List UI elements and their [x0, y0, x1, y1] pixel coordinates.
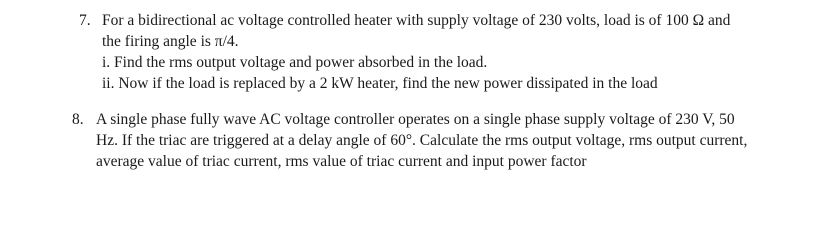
question-7-number: 7. [79, 12, 91, 29]
question-8-line-1 [0, 109, 827, 130]
question-7-line-1 [0, 10, 827, 31]
question-7-line-4 [0, 73, 827, 94]
question-7 [0, 10, 827, 94]
question-8-text-line: average value of triac current, rms value of triac current and input power factor [96, 153, 587, 170]
question-8-line-3 [0, 151, 827, 172]
question-7-part-i: i. Find the rms output voltage and power absorbed in the load. [102, 54, 488, 71]
question-8-line-2 [0, 130, 827, 151]
question-7-part-ii: ii. Now if the load is replaced by a 2 kW heater, find the new power dissipated in the load [102, 75, 658, 92]
question-8 [0, 109, 827, 172]
question-8-text-line: A single phase fully wave AC voltage controller operates on a single phase supply voltage of 230 V, 50 [96, 111, 735, 128]
question-8-text-line: Hz. If the triac are triggered at a delay angle of 60°. Calculate the rms output voltage, rms output current, [96, 132, 748, 149]
question-7-text-line: For a bidirectional ac voltage controlled heater with supply voltage of 230 volts, load is of 100 Ω and [102, 12, 731, 29]
question-7-line-3 [0, 52, 827, 73]
question-7-text-line: the firing angle is π/4. [102, 33, 239, 50]
question-8-number: 8. [72, 111, 84, 128]
question-7-line-2 [0, 31, 827, 52]
